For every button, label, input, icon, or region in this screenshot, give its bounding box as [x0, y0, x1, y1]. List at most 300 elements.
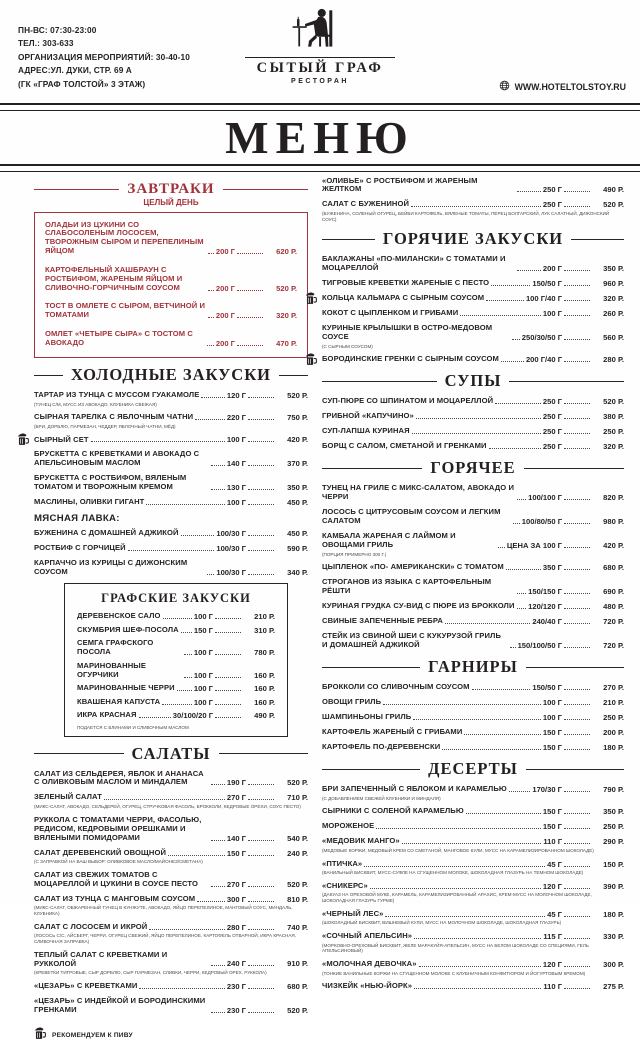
dotted-leader [248, 419, 274, 420]
menu-item-row [322, 279, 624, 288]
menu-item-row [322, 427, 624, 436]
item-price: 200 Р. [603, 728, 624, 738]
item-weight: 100 Г [193, 612, 213, 622]
menu-item [45, 330, 297, 348]
item-name: БРУСКЕТТА С КРЕВЕТКАМИ И АВОКАДО С АПЕЛЬСИНОВЫМ МАСЛОМ [34, 449, 200, 468]
item-price: 490 Р. [254, 711, 275, 720]
dotted-leader [517, 191, 541, 192]
item-name: ОЛАДЬИ ИЗ ЦУКИНИ СО СЛАБОСОЛЕНЫМ ЛОСОСЕМ, ТВОРОЖНЫМ СЫРОМ И ПЕРЕПЕЛИНЫМ ЯЙЦОМ [45, 219, 204, 256]
menu-item [34, 895, 308, 917]
item-weight: 230 Г [226, 1005, 246, 1015]
dotted-leader [215, 704, 241, 705]
item-weight: 200 Г [215, 311, 235, 321]
item-description: (ПОРЦИЯ ПРИМЕРНО 300 Г.) [322, 551, 387, 557]
phone-text: ТЕЛ.: 303-633 [18, 38, 74, 49]
menu-item [45, 266, 297, 293]
dotted-leader [411, 206, 541, 207]
item-price: 180 Р. [603, 909, 624, 919]
rule-line [34, 753, 124, 754]
dotted-leader [564, 623, 590, 624]
item-price: 690 Р. [603, 587, 624, 597]
item-price: 210 Р. [603, 698, 624, 708]
item-weight: 45 Г [547, 909, 562, 919]
menu-item-row [322, 910, 624, 919]
item-name: СЫРНАЯ ТАРЕЛКА С ЯБЛОЧНЫМ ЧАТНИ [34, 412, 194, 422]
rule-line [279, 375, 308, 376]
item-price: 320 Р. [276, 311, 297, 321]
item-name: СЕМГА ГРАФСКОГО ПОСОЛА [77, 638, 154, 657]
item-weight: 280 Г [226, 922, 246, 932]
menu-columns [0, 172, 640, 1045]
section-title-graf-appetizers: ГРАФСКИЕ ЗАКУСКИ [101, 591, 251, 606]
item-price: 620 Р. [276, 247, 297, 257]
menu-item [34, 498, 308, 507]
item-price: 820 Р. [603, 493, 624, 503]
dotted-leader [466, 813, 541, 814]
menu-item-row [34, 997, 308, 1015]
menu-item [322, 860, 624, 876]
dotted-leader [237, 317, 263, 318]
item-price: 300 Р. [603, 960, 624, 970]
item-price: 720 Р. [603, 641, 624, 651]
section-header-soups [322, 371, 624, 391]
menu-item [77, 684, 275, 693]
menu-item [322, 698, 624, 707]
menu-item [322, 355, 624, 364]
item-name: СТЕЙК ИЗ СВИНОЙ ШЕИ С КУКУРУЗОЙ ГРИЛЬ И ДОМАШНЕЙ АДЖИКОЙ [322, 631, 501, 650]
dotted-leader [215, 654, 241, 655]
dotted-leader [248, 441, 274, 442]
menu-item [322, 442, 624, 451]
item-price: 520 Р. [603, 200, 624, 210]
menu-item-row [77, 711, 275, 720]
item-weight: 100/30 Г [216, 529, 246, 539]
dotted-leader [383, 704, 541, 705]
item-weight: 250/30/50 Г [521, 333, 562, 343]
item-price: 450 Р. [287, 529, 308, 539]
dotted-leader [564, 647, 590, 648]
item-weight: 100 Г [542, 698, 562, 708]
item-price: 810 Р. [287, 894, 308, 904]
menu-item [322, 743, 624, 752]
dotted-leader [211, 489, 225, 490]
section-title-breakfast: ЗАВТРАКИ [127, 180, 215, 197]
item-description: (ВАНИЛЬНЫЙ БИСКВИТ, МУСС-СУФЛЕ НА СГУЩЕННОМ МОЛОКЕ, ШОКОЛАДНАЯ ГЛАЗУРЬ НА ТЕМНОМ ШОКОЛАДЕ) [322, 870, 584, 876]
dotted-leader [517, 608, 527, 609]
item-weight: 230 Г [226, 981, 246, 991]
menu-item-row [322, 713, 624, 722]
dotted-leader [248, 465, 274, 466]
item-name: ТИГРОВЫЕ КРЕВЕТКИ ЖАРЕНЫЕ С ПЕСТО [322, 278, 490, 288]
dotted-leader [385, 916, 545, 917]
item-price: 560 Р. [603, 333, 624, 343]
item-description: (БРИ, ДОРБЛЮ, ПАРМЕЗАН, ЧЕДДЕР, ЯБЛОЧНЫЙ ЧАТНИ, МЁД) [34, 423, 176, 429]
dotted-leader [564, 569, 590, 570]
item-weight: 200 Г [215, 283, 235, 293]
item-weight: 140 Г [226, 459, 246, 469]
item-name: «ЦЕЗАРЬ» С ИНДЕЙКОЙ И БОРОДИНСКИМИ ГРЕНКАМИ [34, 995, 206, 1014]
item-price: 270 Р. [603, 683, 624, 693]
dotted-leader [248, 840, 274, 841]
dotted-leader [248, 855, 274, 856]
section-subtitle-breakfast: ЦЕЛЫЙ ДЕНЬ [143, 197, 199, 207]
dotted-leader [564, 285, 590, 286]
item-name: «МЕДОВИК МАНГО» [322, 836, 400, 846]
item-price: 420 Р. [287, 435, 308, 445]
dotted-leader [517, 270, 541, 271]
menu-item-row [322, 355, 624, 364]
item-price: 520 Р. [287, 1005, 308, 1015]
item-name: МОРОЖЕНОЕ [322, 821, 375, 831]
menu-item [322, 632, 624, 650]
item-weight: 100 Г [226, 435, 246, 445]
menu-item-row [322, 632, 624, 650]
item-price: 750 Р. [287, 413, 308, 423]
website-url: WWW.HOTELTOLSTOY.RU [514, 81, 626, 92]
dotted-leader [564, 938, 590, 939]
rule-line [322, 769, 420, 770]
item-weight: 150 Г [542, 807, 562, 817]
menu-item-row [322, 200, 624, 209]
logo-title: СЫТЫЙ ГРАФ [256, 60, 384, 76]
item-weight: 250 Г [542, 200, 562, 210]
dotted-leader [564, 403, 590, 404]
menu-item [322, 728, 624, 737]
menu-item [34, 871, 308, 889]
menu-item [34, 529, 308, 538]
dotted-leader [248, 965, 274, 966]
item-price: 520 Р. [287, 778, 308, 788]
dotted-leader [211, 886, 225, 887]
menu-item [322, 397, 624, 406]
dotted-leader [564, 828, 590, 829]
item-price: 390 Р. [603, 881, 624, 891]
item-description: (МИКС-САЛАТ, ОБЖАРЕННЫЙ ТУНЕЦ В КУНЖУТЕ, АВОКАДО, ЯЙЦО ПЕРЕПЕЛИНОЕ, МАНГОВЫЙ СОУС, МИНДАЛЬ, КЛУБНИКА) [34, 905, 293, 916]
item-price: 910 Р. [287, 959, 308, 969]
item-description: (МЕДОВЫЕ КОРЖИ, МЕДОВЫЙ КРЕМ СО СМЕТАНОЙ, МАНГОВОЕ КУЛИ, МУСС НА КАРАМЕЛИЗИРОВАННОМ ШОКОЛАДЕ) [322, 847, 594, 853]
dotted-leader [211, 1012, 225, 1013]
menu-item [34, 450, 308, 468]
dotted-leader [248, 1012, 274, 1013]
item-weight: 110 Г [543, 982, 562, 992]
item-price: 330 Р. [603, 932, 624, 942]
breakfast-box [34, 212, 308, 358]
dotted-leader [517, 499, 526, 500]
dotted-leader [181, 632, 192, 633]
item-weight: 150/150 Г [528, 587, 562, 597]
rule-line [322, 468, 422, 469]
menu-item [322, 324, 624, 349]
item-price: 380 Р. [603, 412, 624, 422]
item-price: 150 Р. [603, 859, 624, 869]
item-price: 740 Р. [287, 922, 308, 932]
beer-mug-icon [305, 292, 318, 305]
dotted-leader [564, 523, 590, 524]
item-price: 160 Р. [254, 697, 275, 707]
dotted-leader [564, 791, 590, 792]
item-name: САЛАТ С БУЖЕНИНОЙ [322, 199, 410, 209]
menu-item [34, 849, 308, 865]
menu-item [322, 255, 624, 273]
item-weight: 150/50 Г [532, 279, 562, 289]
menu-item-row [45, 302, 297, 320]
rule-line [219, 753, 309, 754]
menu-item-row [34, 816, 308, 843]
menu-item [34, 391, 308, 407]
item-weight: 110 Г [543, 837, 562, 847]
item-name: САЛАТ ИЗ ТУНЦА С МАНГОВЫМ СОУСОМ [34, 893, 196, 903]
menu-item [77, 698, 275, 707]
section-header-sides [322, 657, 624, 677]
item-price: 450 Р. [287, 498, 308, 508]
section-title-salads: САЛАТЫ [131, 743, 211, 763]
menu-item [322, 508, 624, 526]
item-price: 160 Р. [254, 670, 275, 680]
dotted-leader [197, 901, 225, 902]
page-title: МЕНЮ [225, 112, 415, 163]
section-title-desserts: ДЕСЕРТЫ [428, 759, 518, 779]
item-name: ТАРТАР ИЗ ТУНЦА С МУССОМ ГУАКАМОЛЕ [34, 390, 200, 400]
dotted-leader [495, 403, 541, 404]
menu-item [45, 221, 297, 257]
item-name: КУРИНАЯ ГРУДКА СУ-ВИД С ПЮРЕ ИЗ БРОККОЛИ [322, 601, 515, 611]
item-name: САЛАТ ДЕРЕВЕНСКИЙ ОВОЩНОЙ [34, 847, 167, 857]
menu-item [322, 807, 624, 816]
item-price: 680 Р. [603, 563, 624, 573]
item-name: КАМБАЛА ЖАРЕНАЯ С ЛАЙМОМ И ОВОЩАМИ ГРИЛЬ [322, 531, 456, 550]
item-weight: 270 Г [226, 793, 246, 803]
menu-item-row [34, 450, 308, 468]
item-weight: 240 Г [226, 959, 246, 969]
item-price: 350 Р. [603, 807, 624, 817]
dotted-leader [510, 647, 516, 648]
dotted-leader [564, 988, 590, 989]
dotted-leader [564, 749, 590, 750]
item-weight: 100 Г [226, 498, 246, 508]
dotted-leader [211, 465, 225, 466]
dotted-leader [139, 717, 171, 718]
dotted-leader [489, 448, 541, 449]
dotted-leader [248, 784, 274, 785]
dotted-leader [517, 593, 526, 594]
section-title-mains: ГОРЯЧЕЕ [430, 458, 516, 478]
item-name: КОЛЬЦА КАЛЬМАРА С СЫРНЫМ СОУСОМ [322, 293, 485, 303]
menu-item-row [322, 932, 624, 941]
dotted-leader [564, 888, 590, 889]
menu-item-row [45, 266, 297, 293]
item-name: СТРОГАНОВ ИЗ ЯЗЫКА С КАРТОФЕЛЬНЫМ РЁШТИ [322, 577, 492, 596]
item-weight: 100 Г/40 Г [525, 294, 562, 304]
item-name: БРУСКЕТТА С РОСТБИФОМ, ВЯЛЕНЫМ ТОМАТОМ И ТВОРОЖНЫМ КРЕМОМ [34, 473, 187, 492]
menu-item-row [322, 177, 624, 195]
restaurant-logo [215, 5, 425, 85]
item-name: БРОККОЛИ СО СЛИВОЧНЫМ СОУСОМ [322, 682, 470, 692]
menu-item [322, 683, 624, 692]
hours-text: ПН-ВС: 07:30-23:00 [18, 25, 97, 35]
item-price: 275 Р. [603, 982, 624, 992]
dotted-leader [248, 489, 274, 490]
item-weight: 300 Г [226, 894, 246, 904]
title-rule-top [0, 103, 640, 111]
menu-item [322, 200, 624, 222]
item-name: СУП-ЛАПША КУРИНАЯ [322, 426, 410, 436]
item-name: СКУМБРИЯ ШЕФ-ПОСОЛА [77, 624, 179, 634]
item-name: БАКЛАЖАНЫ «ПО-МИЛАНСКИ» С ТОМАТАМИ И МОЦАРЕЛЛОЙ [322, 254, 506, 273]
dotted-leader [564, 315, 590, 316]
contact-info [18, 24, 190, 91]
dotted-leader [486, 300, 524, 301]
section-header-salads [34, 744, 308, 764]
menu-item [34, 559, 308, 577]
menu-item [77, 711, 275, 720]
item-name: МАРИНОВАННЫЕ ЧЕРРИ [77, 683, 175, 693]
menu-item-row [77, 612, 275, 621]
item-price: 320 Р. [603, 294, 624, 304]
section-header-cold-appetizers [34, 365, 308, 385]
item-price: 780 Р. [254, 648, 275, 658]
dotted-leader [402, 843, 542, 844]
section-title-hot-appetizers: ГОРЯЧИЕ ЗАКУСКИ [382, 229, 564, 249]
item-price: 960 Р. [603, 279, 624, 289]
item-name: СВИНЫЕ ЗАПЕЧЕННЫЕ РЕБРА [322, 616, 443, 626]
item-name: КВАШЕНАЯ КАПУСТА [77, 696, 161, 706]
item-description: (С ДОБАВЛЕНИЕМ СВЕЖЕЙ КЛУБНИКИ И МИНДАЛЯ) [322, 795, 441, 801]
dotted-leader [464, 734, 541, 735]
item-description: (С ЗАПРАВКОЙ НА ВАШ ВЫБОР: ОЛИВКОВОЕ МАСЛО/МАЙОНЕЗ/СМЕТАНА) [34, 859, 203, 864]
dotted-leader [207, 345, 214, 346]
item-weight: 150 Г [542, 743, 562, 753]
item-name: ГРИБНОЙ «КАПУЧИНО» [322, 411, 414, 421]
item-weight: 100 Г [542, 309, 562, 319]
dotted-leader [215, 632, 241, 633]
dotted-leader [215, 717, 241, 718]
menu-item-row [322, 785, 624, 794]
menu-item [34, 435, 308, 444]
dotted-leader [412, 433, 541, 434]
dotted-leader [237, 290, 263, 291]
item-name: СЫРНЫЙ СЕТ [34, 434, 89, 444]
item-price: 520 Р. [287, 879, 308, 889]
item-price: 480 Р. [603, 602, 624, 612]
item-name: МАСЛИНЫ, ОЛИВКИ ГИГАНТ [34, 497, 145, 507]
menu-item-row [322, 508, 624, 526]
dotted-leader [248, 397, 274, 398]
item-name: СУП-ПЮРЕ СО ШПИНАТОМ И МОЦАРЕЛЛОЙ [322, 396, 494, 406]
rule-line [526, 769, 624, 770]
item-price: 980 Р. [603, 517, 624, 527]
item-name: ШАМПИНЬОНЫ ГРИЛЬ [322, 712, 412, 722]
dotted-leader [364, 866, 545, 867]
item-weight: ЦЕНА ЗА 100 Г [506, 541, 562, 551]
item-description: (БУЖЕНИНА, СОЛЕНЫЙ ОГУРЕЦ, БЕЙБИ КАРТОФЕЛЬ, ВЯЛЕНЫЕ ТОМАТЫ, ПЕРЕЦ БОЛГАРСКИЙ, ЛУК САЛАТНЫЙ, ДИЖОНСКИЙ СОУС) [322, 210, 610, 222]
menu-item [34, 816, 308, 843]
item-name: БОРЩ С САЛОМ, СМЕТАНОЙ И ГРЕНКАМИ [322, 441, 487, 451]
dotted-leader [491, 285, 530, 286]
menu-item [322, 532, 624, 557]
dotted-leader [370, 888, 541, 889]
item-name: ЧИЗКЕЙК «НЬЮ-ЙОРК» [322, 981, 413, 991]
menu-item [34, 413, 308, 429]
item-weight: 120 Г [542, 881, 562, 891]
menu-item-row [322, 698, 624, 707]
menu-item [77, 639, 275, 657]
item-price: 490 Р. [603, 185, 624, 195]
menu-item-row [322, 743, 624, 752]
item-price: 160 Р. [254, 684, 275, 693]
item-weight: 100 Г [193, 684, 213, 693]
dotted-leader [104, 799, 225, 800]
menu-item [322, 412, 624, 421]
dotted-leader [201, 397, 225, 398]
menu-item [322, 713, 624, 722]
rule-line [34, 375, 63, 376]
item-price: 370 Р. [287, 459, 308, 469]
dotted-leader [501, 361, 524, 362]
menu-item-row [322, 324, 624, 342]
website-block [499, 80, 626, 93]
item-description: (ТОНКИЕ ВАНИЛЬНЫЕ КОРЖИ НА СГУЩЕННОМ МОЛОКЕ С КЛУБНИЧНЫМ КОНФИТЮРОМ И ЙОГУРТОВЫМ КРЕМОМ) [322, 970, 586, 976]
beer-mug-icon [17, 433, 30, 446]
menu-item-row [34, 895, 308, 904]
item-weight: 30/100/20 Г [172, 711, 213, 720]
item-description: (С СЫРНЫМ СОУСОМ) [322, 343, 373, 349]
item-price: 680 Р. [287, 981, 308, 991]
menu-item [34, 474, 308, 492]
menu-item-row [322, 683, 624, 692]
item-price: 340 Р. [287, 568, 308, 578]
address-text: АДРЕС:УЛ. ДУКИ, СТР. 69 А [18, 65, 132, 76]
item-description: (ШОКОЛАДНЫЙ БИСКВИТ, ВИШНЕВЫЙ КУЛИ, МУСС НА МОЛОЧНОМ ШОКОЛАДЕ, ШОКОЛАДНАЯ ГЛАЗУРЬ) [322, 920, 562, 926]
menu-item-row [322, 294, 624, 303]
menu-item-row [34, 391, 308, 400]
dotted-leader [512, 339, 520, 340]
item-weight: 270 Г [226, 879, 246, 889]
right-column [322, 177, 624, 1045]
item-name: ТОСТ В ОМЛЕТЕ С СЫРОМ, ВЕТЧИНОЙ И ТОМАТАМИ [45, 301, 206, 320]
item-weight: 100 Г [193, 697, 213, 707]
dotted-leader [195, 419, 225, 420]
item-weight: 150 Г [542, 728, 562, 738]
dotted-leader [248, 504, 274, 505]
menu-item-row [77, 662, 275, 680]
menu-item-row [322, 807, 624, 816]
item-name: РУККОЛА С ТОМАТАМИ ЧЕРРИ, ФАСОЛЬЮ, РЕДИСОМ, КЕДРОВЫМИ ОРЕШКАМИ И ВЯЛЕНЫМИ ПОМИДОРАМИ [34, 814, 202, 842]
dotted-leader [184, 654, 192, 655]
item-name: КУРИНЫЕ КРЫЛЫШКИ В ОСТРО-МЕДОВОМ СОУСЕ [322, 323, 493, 342]
menu-item [322, 882, 624, 904]
left-column [34, 177, 308, 1045]
item-price: 280 Р. [603, 355, 624, 365]
dotted-leader [248, 886, 274, 887]
item-price: 590 Р. [287, 544, 308, 554]
item-name: РОСТБИФ С ГОРЧИЦЕЙ [34, 543, 126, 553]
item-weight: 250 Г [542, 427, 562, 437]
dotted-leader [564, 813, 590, 814]
item-price: 250 Р. [603, 822, 624, 832]
menu-item-row [322, 728, 624, 737]
item-description: (МОРКОВНО-ОРЕХОВЫЙ БИСКВИТ, ЖЕЛЕ МАРАКУЙЯ-АПЕЛЬСИН, МУСС НА БЕЛОМ ШОКОЛАДЕ СО СПЕЦИЯМИ, ГЕЛЬ АПЕЛЬСИНОВЫЙ) [322, 942, 589, 954]
menu-item-row [322, 822, 624, 831]
title-rule-bottom [0, 164, 640, 172]
item-name: ИКРА КРАСНАЯ [77, 710, 137, 720]
item-name: КОКОТ С ЦЫПЛЕНКОМ И ГРИБАМИ [322, 308, 459, 318]
dotted-leader [564, 966, 590, 967]
dotted-leader [208, 253, 214, 254]
menu-header [0, 0, 640, 103]
dotted-leader [208, 317, 214, 318]
dotted-leader [506, 569, 541, 570]
dotted-leader [139, 988, 224, 989]
